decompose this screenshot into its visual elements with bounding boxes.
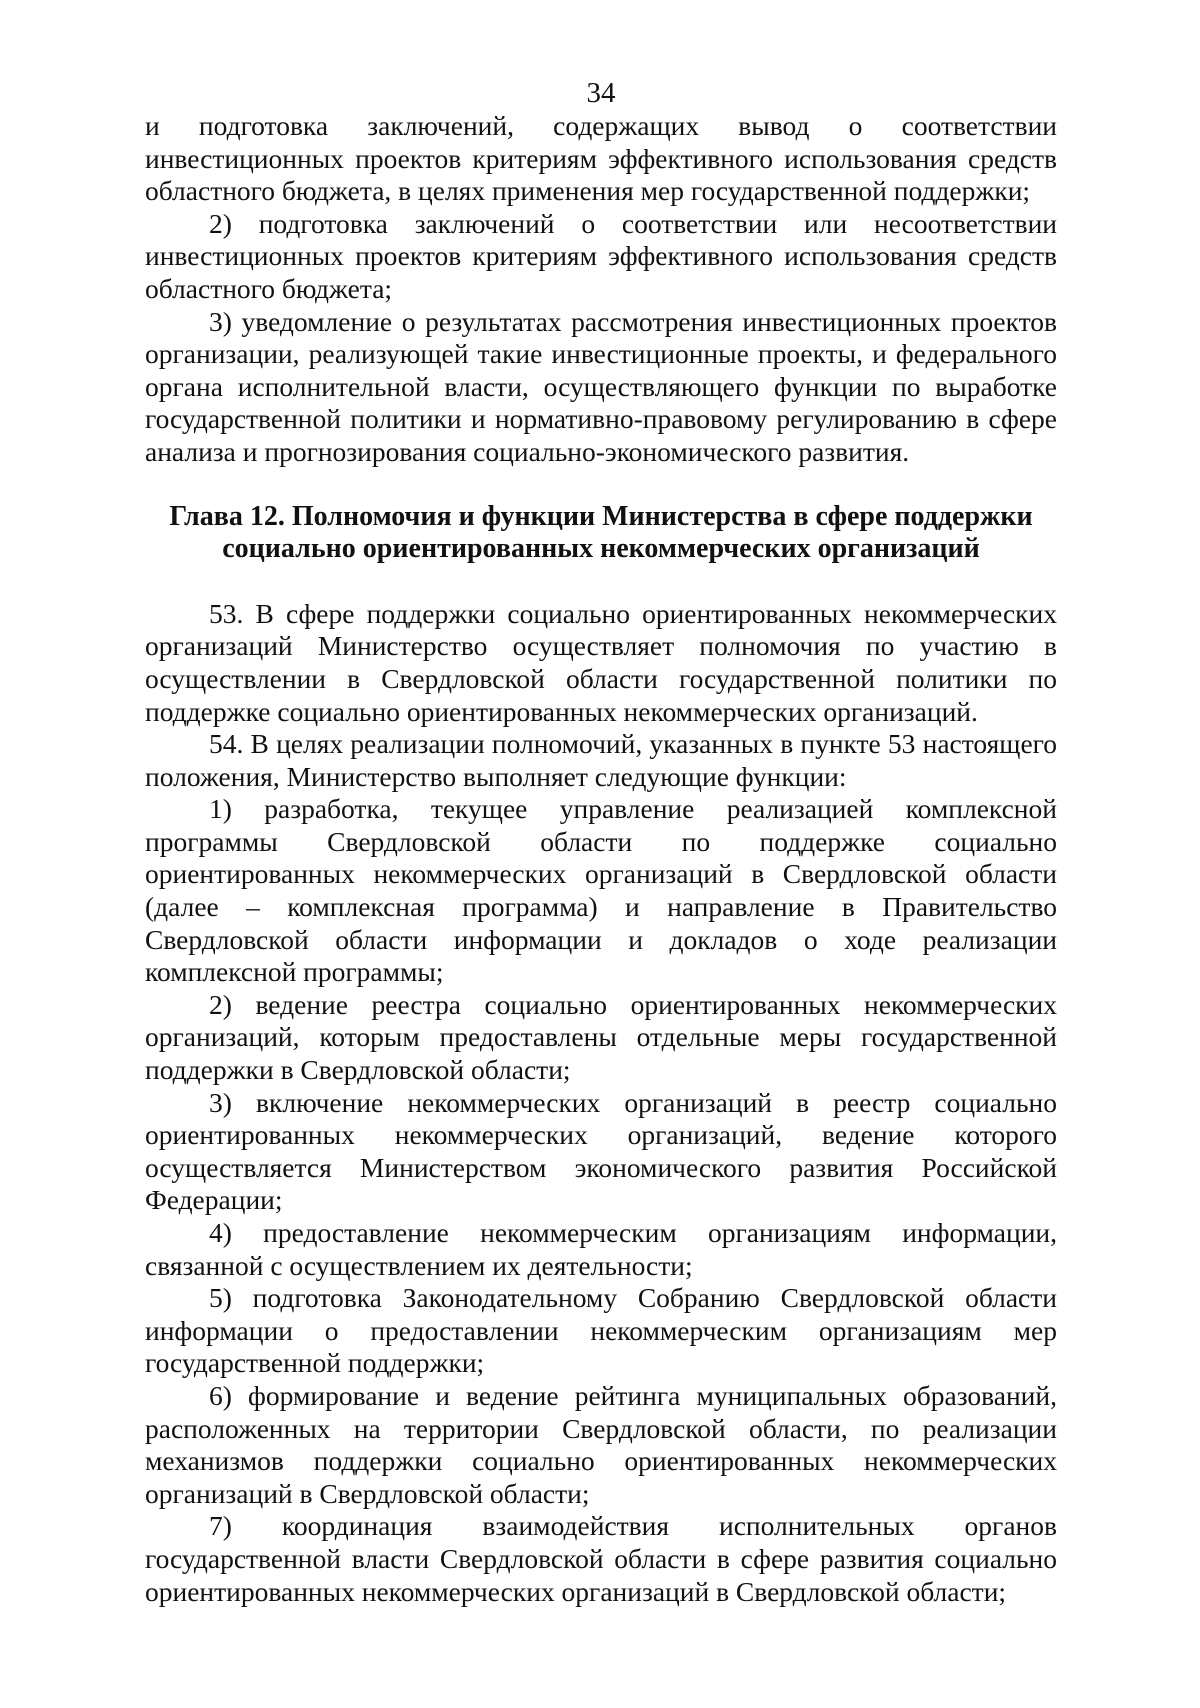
paragraph-item-2: 2) подготовка заключений о соответствии или несоответствии инвестиционных проектов критериям эффективного использования средств областного бюджета; [145,207,1057,304]
paragraph-continuation: и подготовка заключений, содержащих вывод о соответствии инвестиционных проектов критериям эффективного использования средств областного бюджета, в целях применения мер государственной поддержки; [145,110,1057,207]
chapter-heading [145,501,1057,566]
paragraph-item-3: 3) уведомление о результатах рассмотрения инвестиционных проектов организации, реализующей такие инвестиционные проекты, и федерального органа исполнительной власти, осуществляющего функции по выработке государственной политики и нормативно-правовому регулированию в сфере анализа и прогнозирования социально-экономического развития. [145,305,1057,467]
page-number: 34 [586,77,616,109]
paragraph-point-53: 53. В сфере поддержки социально ориентированных некоммерческих организаций Министерство осуществляет полномочия по участию в осуществлении в Свердловской области государственной политики по поддержке социально ориентированных некоммерческих организаций. [145,597,1057,727]
paragraph-point-54: 54. В целях реализации полномочий, указанных в пункте 53 настоящего положения, Министерство выполняет следующие функции: [145,728,1057,792]
paragraph-function-1: 1) разработка, текущее управление реализацией комплексной программы Свердловской области по поддержке социально ориентированных некоммерческих организаций в Свердловской области (далее – комплексная программа) и направление в Правительство Свердловской области информации и докладов о ходе реализации комплексной программы; [145,793,1057,988]
chapter-heading-line-1: Глава 12. Полномочия и функции Министерства в сфере поддержки [169,500,1033,532]
document-page [145,78,1057,1608]
chapter-heading-line-2: социально ориентированных некоммерческих организаций [222,533,980,565]
paragraph-function-2: 2) ведение реестра социально ориентированных некоммерческих организаций, которым предоставлены отдельные меры государственной поддержки в Свердловской области; [145,988,1057,1086]
paragraph-function-5: 5) подготовка Законодательному Собранию Свердловской области информации о предоставлении некоммерческим организациям мер государственной поддержки; [145,1282,1057,1379]
paragraph-function-3: 3) включение некоммерческих организаций в реестр социально ориентированных некоммерческих организаций, ведение которого осуществляется Министерством экономического развития Российской Федерации; [145,1086,1057,1216]
paragraph-function-6: 6) формирование и ведение рейтинга муниципальных образований, расположенных на территории Свердловской области, по реализации механизмов поддержки социально ориентированных некоммерческих организаций в Свердловской области; [145,1379,1057,1509]
paragraph-function-7: 7) координация взаимодействия исполнительных органов государственной власти Свердловской области в сфере развития социально ориентированных некоммерческих организаций в Свердловской области; [145,1510,1057,1607]
paragraph-function-4: 4) предоставление некоммерческим организациям информации, связанной с осуществлением их деятельности; [145,1217,1057,1281]
